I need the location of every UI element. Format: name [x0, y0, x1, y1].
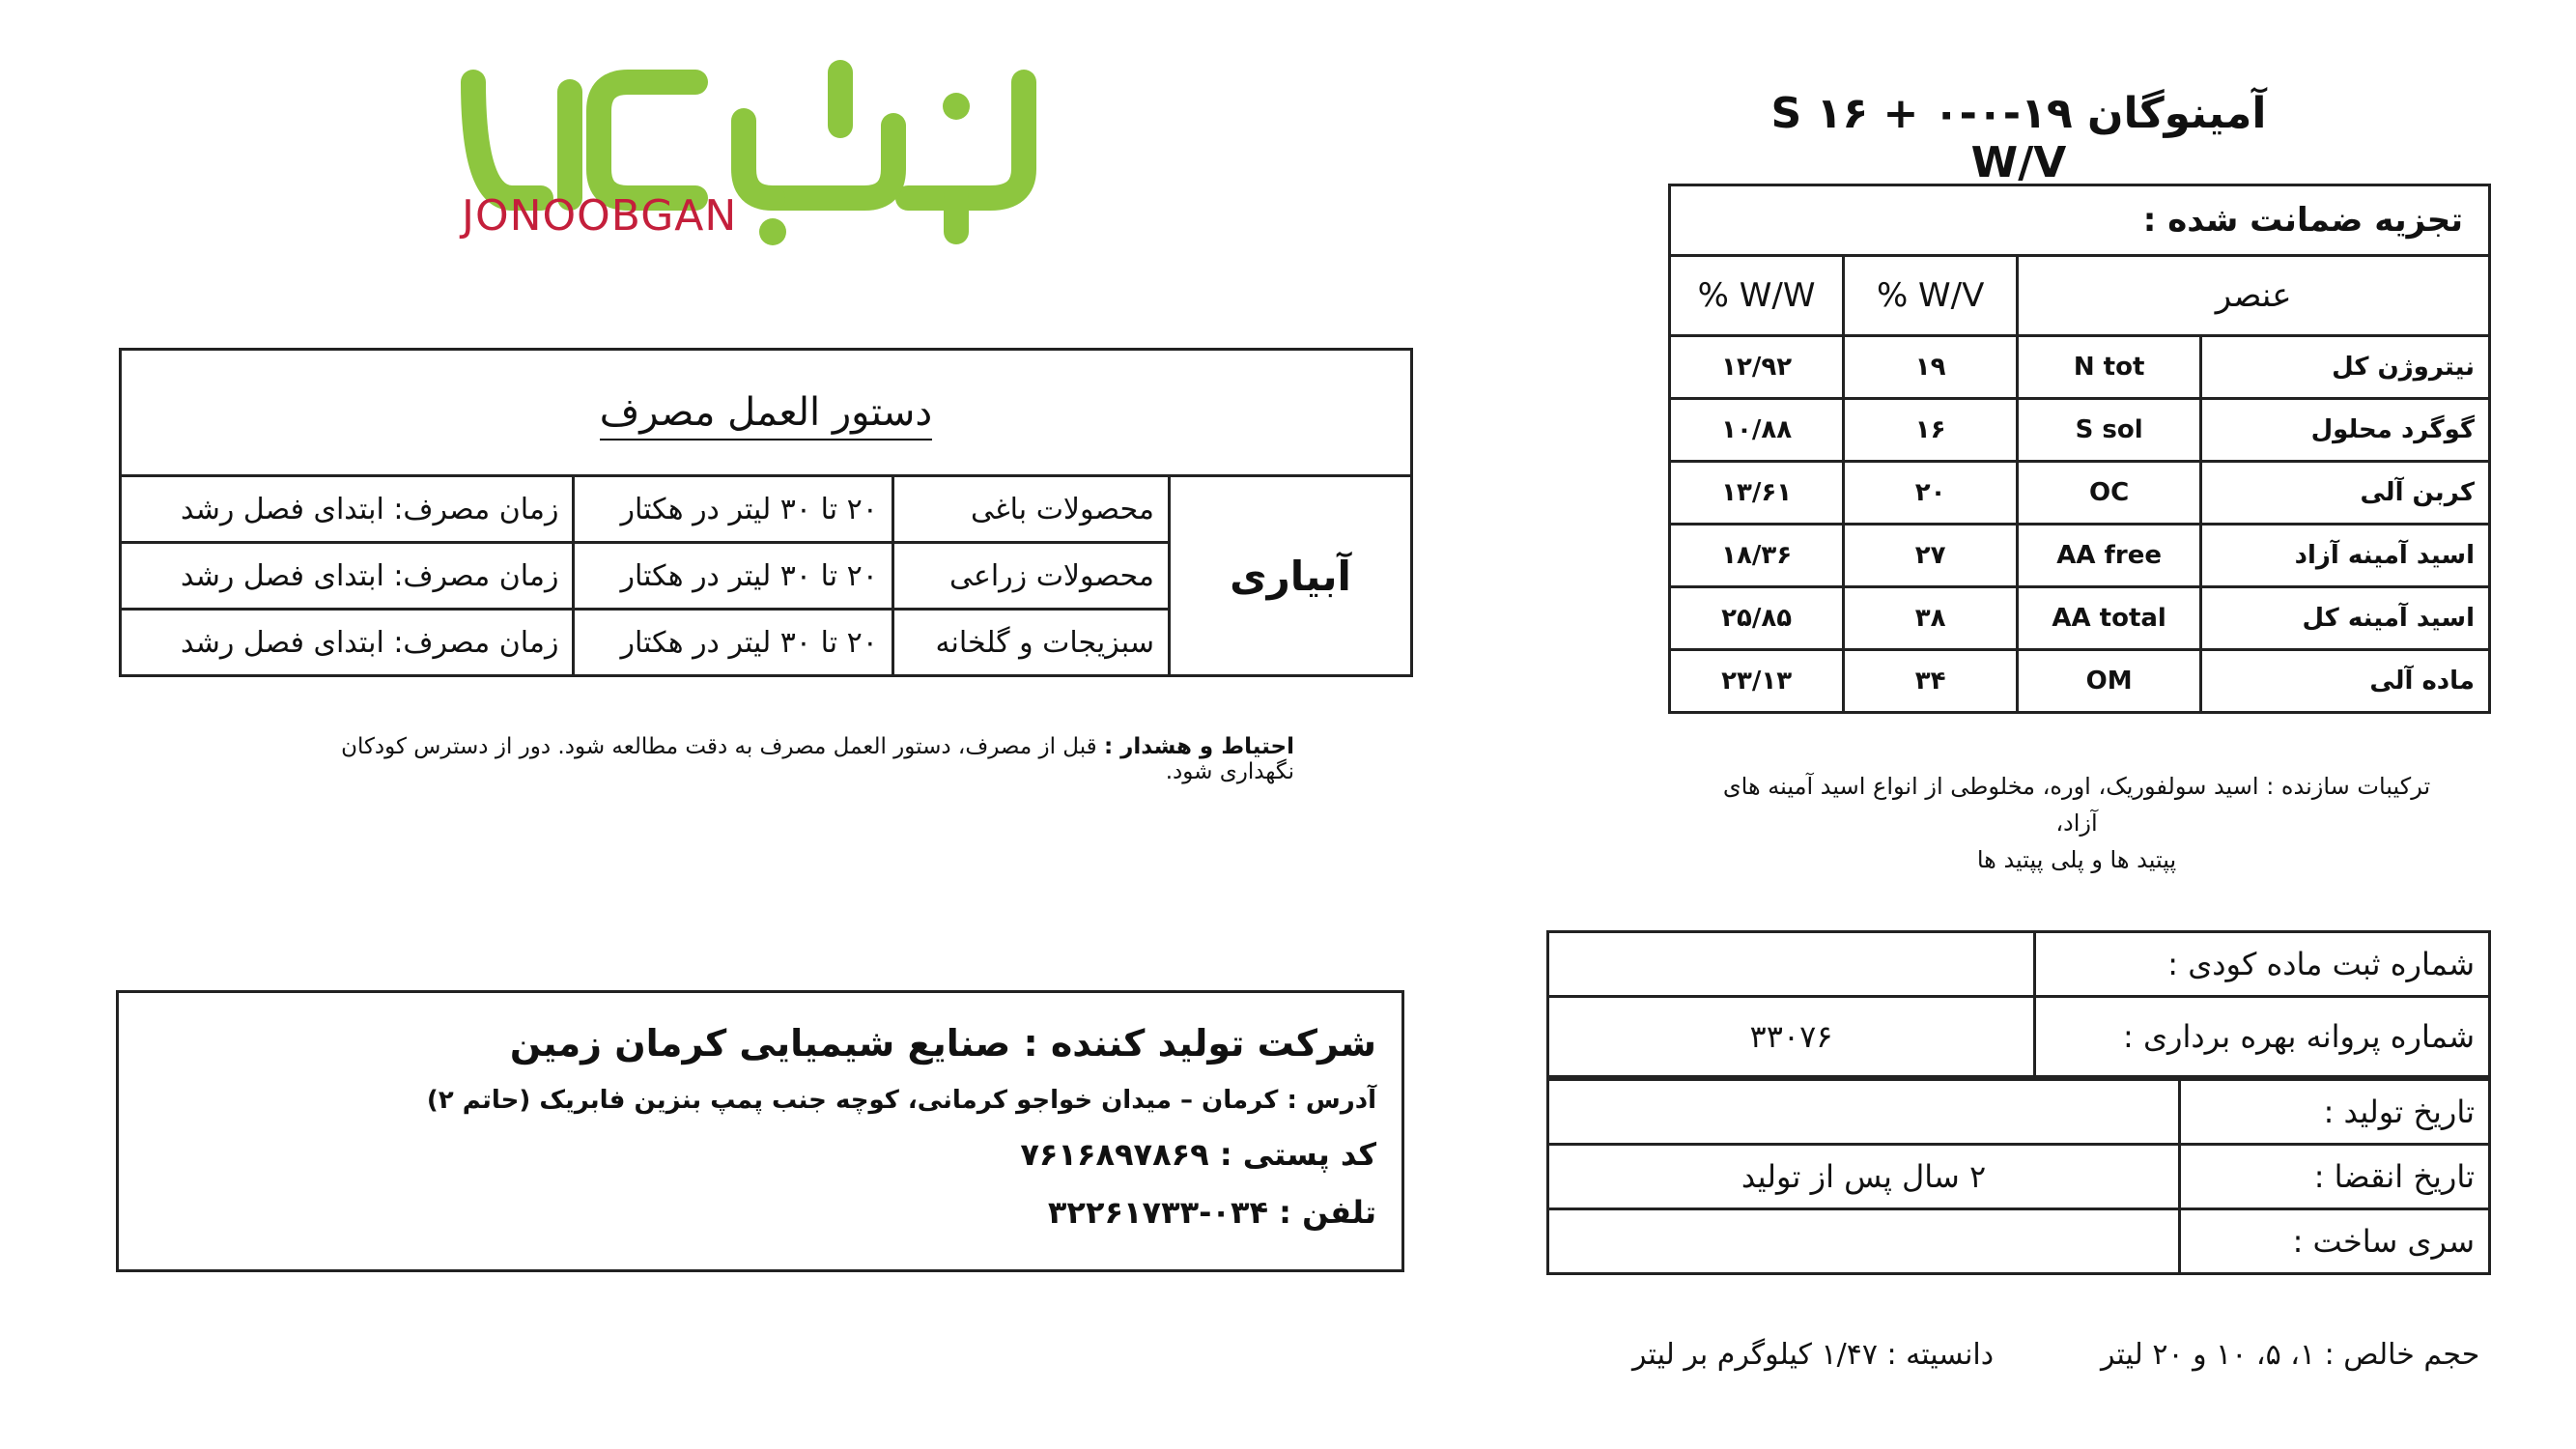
header-wv: % W/V: [1844, 256, 2018, 336]
application-method: آبیاری: [1170, 476, 1412, 676]
registration-value: [1548, 1080, 2180, 1145]
registration-value: ۲ سال پس از تولید: [1548, 1145, 2180, 1209]
value-ww: ۱۸/۳۶: [1670, 525, 1844, 587]
guaranteed-analysis-table: [1668, 184, 2491, 714]
manufacturer-box: [116, 990, 1404, 1272]
composition-note: [1719, 768, 2434, 878]
table-row: [1670, 650, 2490, 713]
header-element: عنصر: [2018, 256, 2490, 336]
table-row: [1548, 1209, 2490, 1274]
element-symbol: AA free: [2018, 525, 2201, 587]
value-ww: ۲۵/۸۵: [1670, 587, 1844, 650]
value-ww: ۱۰/۸۸: [1670, 399, 1844, 462]
product-title: آمینوگان S ۱۶ + ۰-۰-۱۹ W/V: [1770, 89, 2267, 187]
registration-label: تاریخ انقضا :: [2180, 1145, 2490, 1209]
usage-instructions-table: [119, 348, 1413, 677]
dose: ۲۰ تا ۳۰ لیتر در هکتار: [574, 610, 892, 676]
application-time: زمان مصرف: ابتدای فصل رشد: [121, 476, 574, 543]
table-row: [1548, 1145, 2490, 1209]
element-name: ماده آلی: [2201, 650, 2490, 713]
composition-line-1: ترکیبات سازنده : اسید سولفوریک، اوره، مخلوطی از انواع اسید آمینه های آزاد،: [1722, 773, 2431, 837]
density: دانسیته : ۱/۴۷ کیلوگرم بر لیتر: [1632, 1338, 1995, 1372]
table-row: [1670, 587, 2490, 650]
table-row: [1670, 336, 2490, 399]
element-name: اسید آمینه آزاد: [2201, 525, 2490, 587]
table-row: [1670, 399, 2490, 462]
element-name: گوگرد محلول: [2201, 399, 2490, 462]
registration-label: تاریخ تولید :: [2180, 1080, 2490, 1145]
usage-title-cell: [121, 350, 1412, 476]
element-symbol: N tot: [2018, 336, 2201, 399]
element-name: نیتروژن کل: [2201, 336, 2490, 399]
value-wv: ۱۹: [1844, 336, 2018, 399]
dose: ۲۰ تا ۳۰ لیتر در هکتار: [574, 543, 892, 610]
table-row: [1548, 997, 2490, 1077]
registration-value: ۳۳۰۷۶: [1548, 997, 2035, 1077]
value-wv: ۲۷: [1844, 525, 2018, 587]
value-ww: ۱۲/۹۲: [1670, 336, 1844, 399]
net-volume: حجم خالص : ۱، ۵، ۱۰ و ۲۰ لیتر: [2101, 1338, 2480, 1372]
element-symbol: S sol: [2018, 399, 2201, 462]
crop-type: محصولات زراعی: [892, 543, 1169, 610]
table-row: [1548, 932, 2490, 997]
registration-label: شماره ثبت ماده کودی :: [2035, 932, 2490, 997]
registration-value: [1548, 1209, 2180, 1274]
analysis-caption: تجزیه ضمانت شده :: [1670, 185, 2490, 256]
application-time: زمان مصرف: ابتدای فصل رشد: [121, 543, 574, 610]
warning-text: قبل از مصرف، دستور العمل مصرف به دقت مطالعه شود. دور از دسترس کودکان نگهداری شود.: [341, 734, 1294, 784]
crop-type: سبزیجات و گلخانه: [892, 610, 1169, 676]
header-ww: % W/W: [1670, 256, 1844, 336]
manufacturer-company: شرکت تولید کننده : صنایع شیمیایی کرمان زمین: [509, 1022, 1376, 1065]
manufacturer-postal-code: کد پستی : ۷۶۱۶۸۹۷۸۶۹: [1020, 1136, 1376, 1173]
value-ww: ۱۳/۶۱: [1670, 462, 1844, 525]
value-wv: ۲۰: [1844, 462, 2018, 525]
registration-table: [1546, 930, 2491, 1078]
element-symbol: AA total: [2018, 587, 2201, 650]
manufacturer-phone: تلفن : ۰۳۴-۳۲۲۶۱۷۳۳: [1047, 1194, 1376, 1231]
registration-label: شماره پروانه بهره برداری :: [2035, 997, 2490, 1077]
warning-label: احتیاط و هشدار :: [1103, 734, 1294, 759]
element-symbol: OC: [2018, 462, 2201, 525]
table-row: [121, 476, 1412, 543]
dates-table: [1546, 1078, 2491, 1275]
value-wv: ۳۸: [1844, 587, 2018, 650]
composition-line-2: پپتید ها و پلی پپتید ها: [1976, 846, 2177, 873]
manufacturer-address: آدرس : کرمان – میدان خواجو کرمانی، کوچه جنب پمپ بنزین فابریک (حاتم ۲): [426, 1086, 1376, 1115]
crop-type: محصولات باغی: [892, 476, 1169, 543]
table-row: [1670, 525, 2490, 587]
element-name: اسید آمینه کل: [2201, 587, 2490, 650]
table-row: [1670, 462, 2490, 525]
table-row: [1548, 1080, 2490, 1145]
element-name: کربن آلی: [2201, 462, 2490, 525]
value-wv: ۱۶: [1844, 399, 2018, 462]
registration-value: [1548, 932, 2035, 997]
logo-latin-name: JONOOBGAN: [462, 191, 738, 241]
element-symbol: OM: [2018, 650, 2201, 713]
application-time: زمان مصرف: ابتدای فصل رشد: [121, 610, 574, 676]
value-wv: ۳۴: [1844, 650, 2018, 713]
warning-note: [261, 734, 1294, 784]
registration-label: سری ساخت :: [2180, 1209, 2490, 1274]
dose: ۲۰ تا ۳۰ لیتر در هکتار: [574, 476, 892, 543]
usage-title: دستور العمل مصرف: [600, 390, 932, 440]
value-ww: ۲۳/۱۳: [1670, 650, 1844, 713]
